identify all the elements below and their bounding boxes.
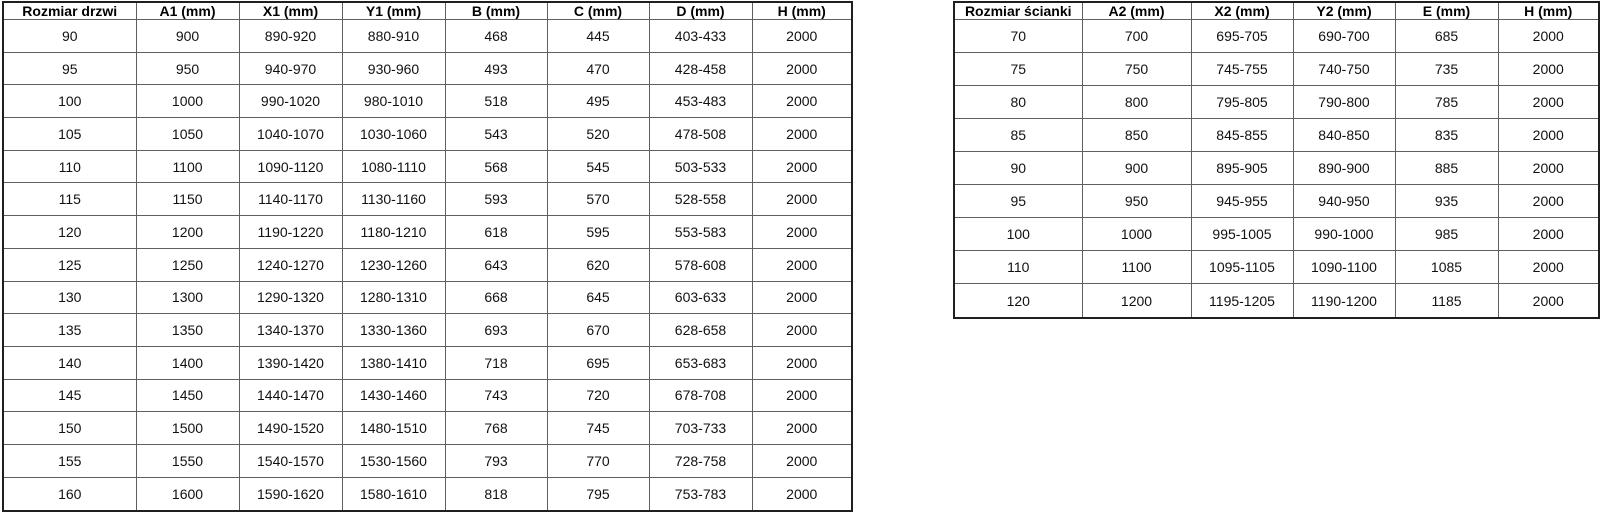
table-row: [3, 216, 852, 249]
table-cell: 1100: [1082, 251, 1191, 284]
header-row: [3, 2, 852, 20]
table-cell: 145: [3, 379, 136, 412]
table-row: [3, 444, 852, 477]
table-cell: 800: [1082, 86, 1191, 119]
table-cell: 518: [445, 85, 547, 118]
table-cell: 2000: [1498, 20, 1599, 53]
table-cell: 1500: [136, 412, 239, 445]
table-cell: 900: [1082, 152, 1191, 185]
table-cell: 2000: [752, 216, 852, 249]
table-cell: 150: [3, 412, 136, 445]
table-cell: 1190-1220: [239, 216, 342, 249]
table-cell: 110: [954, 251, 1082, 284]
table-cell: 135: [3, 314, 136, 347]
table-cell: 740-750: [1293, 53, 1395, 86]
table-cell: 478-508: [649, 118, 752, 151]
table-cell: 1190-1200: [1293, 284, 1395, 318]
table-cell: 1340-1370: [239, 314, 342, 347]
table-row: [3, 314, 852, 347]
table-cell: 990-1000: [1293, 218, 1395, 251]
table-cell: 980-1010: [342, 85, 445, 118]
table-row: [3, 150, 852, 183]
table-cell: 1000: [1082, 218, 1191, 251]
table-cell: 2000: [1498, 119, 1599, 152]
table-row: [954, 152, 1599, 185]
table-cell: 2000: [752, 444, 852, 477]
table-cell: 935: [1395, 185, 1498, 218]
table-cell: 653-683: [649, 346, 752, 379]
table-cell: 1290-1320: [239, 281, 342, 314]
table-cell: 1130-1160: [342, 183, 445, 216]
table-cell: 735: [1395, 53, 1498, 86]
table-row: [3, 412, 852, 445]
table-cell: 745: [547, 412, 649, 445]
table-cell: 995-1005: [1191, 218, 1293, 251]
table-cell: 2000: [1498, 218, 1599, 251]
table-cell: 1540-1570: [239, 444, 342, 477]
table-cell: 2000: [752, 248, 852, 281]
table-cell: 1530-1560: [342, 444, 445, 477]
table-cell: 2000: [752, 281, 852, 314]
table-cell: 695: [547, 346, 649, 379]
table-row: [954, 53, 1599, 86]
table-cell: 603-633: [649, 281, 752, 314]
column-header: B (mm): [445, 2, 547, 20]
table-cell: 1440-1470: [239, 379, 342, 412]
table-cell: 495: [547, 85, 649, 118]
table-cell: 693: [445, 314, 547, 347]
table-cell: 985: [1395, 218, 1498, 251]
table-cell: 1240-1270: [239, 248, 342, 281]
table-cell: 1200: [136, 216, 239, 249]
table-cell: 2000: [752, 85, 852, 118]
table-cell: 2000: [752, 412, 852, 445]
table-cell: 1080-1110: [342, 150, 445, 183]
table-cell: 785: [1395, 86, 1498, 119]
table-cell: 130: [3, 281, 136, 314]
table-cell: 2000: [1498, 152, 1599, 185]
table-cell: 940-970: [239, 52, 342, 85]
column-header: X2 (mm): [1191, 2, 1293, 20]
table-cell: 750: [1082, 53, 1191, 86]
table-cell: 1490-1520: [239, 412, 342, 445]
table-cell: 2000: [1498, 86, 1599, 119]
table-cell: 1050: [136, 118, 239, 151]
table-cell: 1180-1210: [342, 216, 445, 249]
table-cell: 1040-1070: [239, 118, 342, 151]
table-cell: 845-855: [1191, 119, 1293, 152]
table-cell: 835: [1395, 119, 1498, 152]
table-cell: 120: [3, 216, 136, 249]
table-cell: 2000: [1498, 251, 1599, 284]
table-cell: 2000: [752, 379, 852, 412]
table-cell: 950: [1082, 185, 1191, 218]
table-cell: 1230-1260: [342, 248, 445, 281]
column-header: E (mm): [1395, 2, 1498, 20]
table-cell: 1095-1105: [1191, 251, 1293, 284]
table-row: [954, 284, 1599, 318]
table-cell: 945-955: [1191, 185, 1293, 218]
table-cell: 468: [445, 20, 547, 53]
table-cell: 578-608: [649, 248, 752, 281]
table-row: [3, 248, 852, 281]
table-cell: 520: [547, 118, 649, 151]
table-cell: 795-805: [1191, 86, 1293, 119]
table-cell: 2000: [752, 150, 852, 183]
table-cell: 90: [954, 152, 1082, 185]
table-cell: 1390-1420: [239, 346, 342, 379]
table-cell: 890-900: [1293, 152, 1395, 185]
table-cell: 618: [445, 216, 547, 249]
table-cell: 1200: [1082, 284, 1191, 318]
column-header: H (mm): [752, 2, 852, 20]
table-cell: 95: [954, 185, 1082, 218]
table-cell: 2000: [752, 346, 852, 379]
table-row: [3, 183, 852, 216]
column-header: Rozmiar ścianki: [954, 2, 1082, 20]
table-cell: 1580-1610: [342, 477, 445, 511]
column-header: Rozmiar drzwi: [3, 2, 136, 20]
table-cell: 470: [547, 52, 649, 85]
table-row: [3, 52, 852, 85]
table-cell: 115: [3, 183, 136, 216]
table-cell: 553-583: [649, 216, 752, 249]
table-cell: 75: [954, 53, 1082, 86]
table-cell: 100: [3, 85, 136, 118]
table-cell: 593: [445, 183, 547, 216]
table-cell: 503-533: [649, 150, 752, 183]
table-cell: 695-705: [1191, 20, 1293, 53]
column-header: H (mm): [1498, 2, 1599, 20]
table-cell: 95: [3, 52, 136, 85]
table-cell: 718: [445, 346, 547, 379]
table-cell: 453-483: [649, 85, 752, 118]
table-row: [3, 281, 852, 314]
table-cell: 743: [445, 379, 547, 412]
table-cell: 2000: [752, 118, 852, 151]
door-sizes-table: [2, 1, 853, 512]
table-cell: 1140-1170: [239, 183, 342, 216]
table-cell: 678-708: [649, 379, 752, 412]
table-cell: 890-920: [239, 20, 342, 53]
table-cell: 1280-1310: [342, 281, 445, 314]
table-cell: 1550: [136, 444, 239, 477]
column-header: D (mm): [649, 2, 752, 20]
table-cell: 70: [954, 20, 1082, 53]
table-cell: 1000: [136, 85, 239, 118]
table-cell: 2000: [1498, 185, 1599, 218]
table-cell: 690-700: [1293, 20, 1395, 53]
table-cell: 728-758: [649, 444, 752, 477]
table-cell: 1195-1205: [1191, 284, 1293, 318]
table-cell: 620: [547, 248, 649, 281]
table-cell: 543: [445, 118, 547, 151]
table-cell: 645: [547, 281, 649, 314]
table-cell: 818: [445, 477, 547, 511]
table-cell: 768: [445, 412, 547, 445]
table-cell: 403-433: [649, 20, 752, 53]
table-cell: 545: [547, 150, 649, 183]
table-cell: 1450: [136, 379, 239, 412]
table-cell: 900: [136, 20, 239, 53]
table-cell: 90: [3, 20, 136, 53]
table-cell: 1330-1360: [342, 314, 445, 347]
table-cell: 1350: [136, 314, 239, 347]
table-cell: 990-1020: [239, 85, 342, 118]
table-cell: 2000: [752, 20, 852, 53]
table-cell: 795: [547, 477, 649, 511]
table-row: [954, 185, 1599, 218]
table-cell: 1100: [136, 150, 239, 183]
table-row: [3, 379, 852, 412]
table-cell: 155: [3, 444, 136, 477]
table-cell: 770: [547, 444, 649, 477]
table-cell: 595: [547, 216, 649, 249]
table-cell: 1600: [136, 477, 239, 511]
table-cell: 1030-1060: [342, 118, 445, 151]
table-cell: 85: [954, 119, 1082, 152]
table-row: [954, 20, 1599, 53]
table-cell: 685: [1395, 20, 1498, 53]
table-cell: 1250: [136, 248, 239, 281]
table-cell: 745-755: [1191, 53, 1293, 86]
table-cell: 1430-1460: [342, 379, 445, 412]
table-cell: 140: [3, 346, 136, 379]
table-cell: 668: [445, 281, 547, 314]
table-cell: 428-458: [649, 52, 752, 85]
table-cell: 703-733: [649, 412, 752, 445]
table-cell: 940-950: [1293, 185, 1395, 218]
table-cell: 2000: [1498, 284, 1599, 318]
table-cell: 568: [445, 150, 547, 183]
table-cell: 100: [954, 218, 1082, 251]
table-cell: 895-905: [1191, 152, 1293, 185]
table-cell: 1185: [1395, 284, 1498, 318]
header-row: [954, 2, 1599, 20]
column-header: C (mm): [547, 2, 649, 20]
table-cell: 1590-1620: [239, 477, 342, 511]
table-cell: 528-558: [649, 183, 752, 216]
table-row: [954, 251, 1599, 284]
table-cell: 493: [445, 52, 547, 85]
table-cell: 790-800: [1293, 86, 1395, 119]
table-row: [954, 119, 1599, 152]
table-cell: 570: [547, 183, 649, 216]
table-cell: 885: [1395, 152, 1498, 185]
table-cell: 1090-1120: [239, 150, 342, 183]
wall-sizes-table: [953, 1, 1600, 319]
table-cell: 930-960: [342, 52, 445, 85]
column-header: A2 (mm): [1082, 2, 1191, 20]
table-row: [3, 20, 852, 53]
table-row: [3, 118, 852, 151]
table-row: [3, 477, 852, 511]
table-cell: 1480-1510: [342, 412, 445, 445]
table-cell: 950: [136, 52, 239, 85]
column-header: Y2 (mm): [1293, 2, 1395, 20]
table-cell: 840-850: [1293, 119, 1395, 152]
table-cell: 445: [547, 20, 649, 53]
table-cell: 1400: [136, 346, 239, 379]
table-cell: 753-783: [649, 477, 752, 511]
table-cell: 720: [547, 379, 649, 412]
table-cell: 2000: [752, 314, 852, 347]
table-cell: 80: [954, 86, 1082, 119]
table-cell: 2000: [752, 477, 852, 511]
table-cell: 670: [547, 314, 649, 347]
table-row: [954, 86, 1599, 119]
table-cell: 880-910: [342, 20, 445, 53]
column-header: Y1 (mm): [342, 2, 445, 20]
table-cell: 1090-1100: [1293, 251, 1395, 284]
table-cell: 628-658: [649, 314, 752, 347]
table-row: [954, 218, 1599, 251]
table-cell: 1380-1410: [342, 346, 445, 379]
table-cell: 110: [3, 150, 136, 183]
table-cell: 120: [954, 284, 1082, 318]
table-cell: 105: [3, 118, 136, 151]
table-cell: 1150: [136, 183, 239, 216]
table-row: [3, 85, 852, 118]
table-cell: 125: [3, 248, 136, 281]
table-cell: 160: [3, 477, 136, 511]
table-row: [3, 346, 852, 379]
table-cell: 643: [445, 248, 547, 281]
column-header: X1 (mm): [239, 2, 342, 20]
table-cell: 700: [1082, 20, 1191, 53]
table-cell: 793: [445, 444, 547, 477]
table-cell: 1085: [1395, 251, 1498, 284]
table-cell: 2000: [1498, 53, 1599, 86]
table-cell: 2000: [752, 183, 852, 216]
table-cell: 850: [1082, 119, 1191, 152]
table-cell: 2000: [752, 52, 852, 85]
column-header: A1 (mm): [136, 2, 239, 20]
table-cell: 1300: [136, 281, 239, 314]
